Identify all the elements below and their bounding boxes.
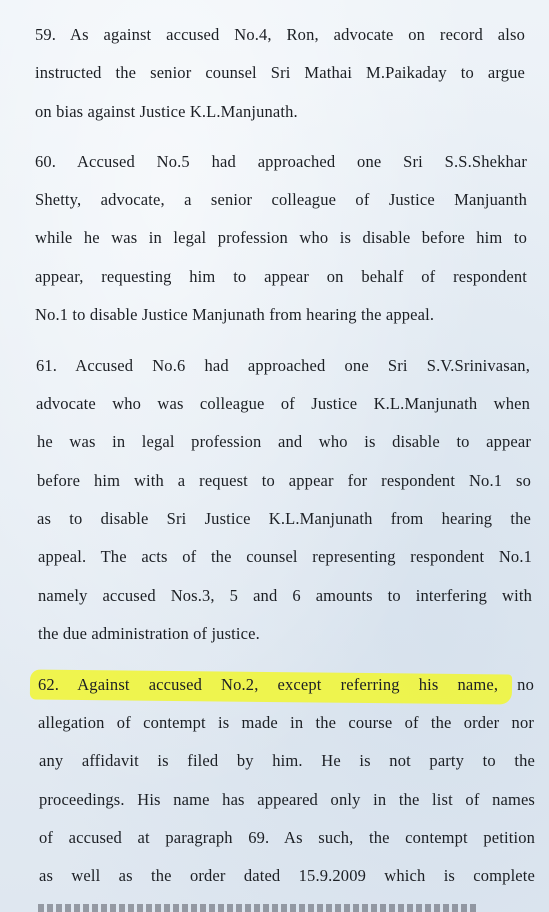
paragraph-line: 59. As against accused No.4, Ron, advocate on record also	[35, 25, 525, 44]
paragraph-line: while he was in legal profession who is disable before him to	[35, 228, 527, 247]
paragraph-line: as well as the order dated 15.9.2009 which is complete	[39, 866, 535, 885]
paragraph-line: appear, requesting him to appear on behalf of respondent	[35, 267, 527, 286]
paragraph-line: allegation of contempt is made in the course of the order nor	[38, 713, 534, 732]
paragraph-line: advocate who was colleague of Justice K.L.Manjunath when	[36, 394, 530, 413]
paragraph-line: namely accused Nos.3, 5 and 6 amounts to interfering with	[38, 586, 532, 605]
paragraph-line: before him with a request to appear for respondent No.1 so	[37, 471, 531, 490]
paragraph-line: as to disable Sri Justice K.L.Manjunath from hearing the	[37, 509, 531, 528]
paragraph-line: any affidavit is filed by him. He is not party to the	[39, 751, 535, 770]
paragraph-line: the due administration of justice.	[38, 624, 260, 643]
paragraph-line: 61. Accused No.6 had approached one Sri S.V.Srinivasan,	[36, 356, 530, 375]
paragraph-line: on bias against Justice K.L.Manjunath.	[35, 102, 298, 121]
paragraph-line: appeal. The acts of the counsel representing respondent No.1	[38, 547, 532, 566]
paragraph-line: of accused at paragraph 69. As such, the contempt petition	[39, 828, 535, 847]
paragraph-line: proceedings. His name has appeared only in the list of names	[39, 790, 535, 809]
cropped-next-line	[0, 900, 549, 912]
paragraph-line: Shetty, advocate, a senior colleague of Justice Manjuanth	[35, 190, 527, 209]
paragraph-line: instructed the senior counsel Sri Mathai M.Paikaday to argue	[35, 63, 525, 82]
paragraph-line: No.1 to disable Justice Manjunath from hearing the appeal.	[35, 305, 435, 324]
paragraph-line: 60. Accused No.5 had approached one Sri S.S.Shekhar	[35, 152, 527, 171]
cropped-text-fragment	[38, 904, 478, 912]
paragraph-line: 62. Against accused No.2, except referring his name, no	[38, 675, 534, 694]
paragraph-line: he was in legal profession and who is disable to appear	[37, 432, 531, 451]
